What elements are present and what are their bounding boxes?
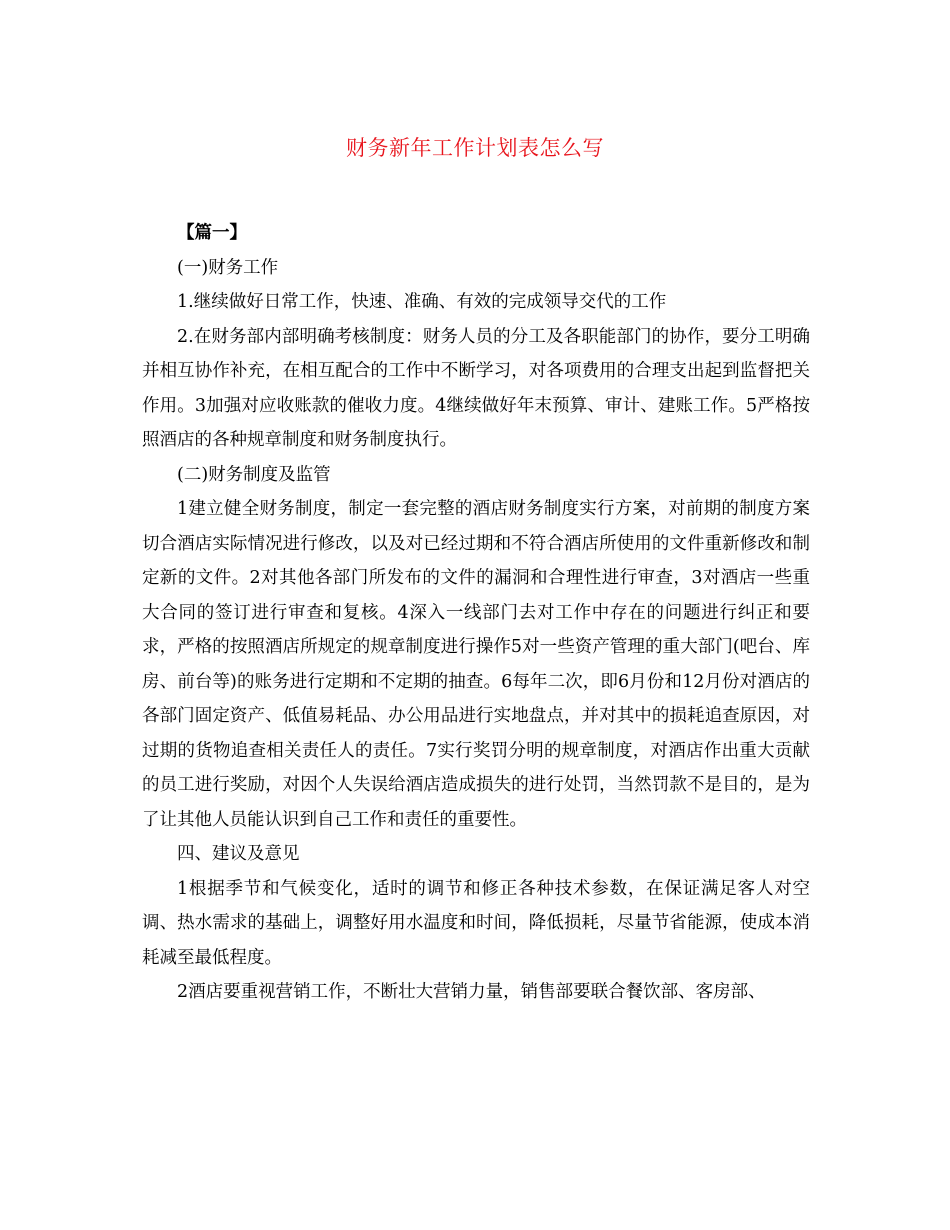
paragraph: 2.在财务部内部明确考核制度：财务人员的分工及各职能部门的协作，要分工明确并相互协作补充，在相互配合的工作中不断学习，对各项费用的合理支出起到监督把关作用。3加强对应收账款的催收力度。4继续做好年末预算、审计、建账工作。5严格按照酒店的各种规章制度和财务制度执行。 [142, 326, 810, 450]
section-heading-suggestions: 四、建议及意见 [177, 844, 300, 864]
paragraph: 1.继续做好日常工作，快速、准确、有效的完成领导交代的工作 [177, 292, 667, 312]
paragraph: 1根据季节和气候变化，适时的调节和修正各种技术参数，在保证满足客人对空调、热水需求的基础上，调整好用水温度和时间，降低损耗，尽量节省能源，使成本消耗减至最低程度。 [142, 878, 810, 968]
chapter-heading: 【篇一】 [177, 223, 247, 243]
document-body [142, 216, 810, 1010]
paragraph: 2酒店要重视营销工作，不断壮大营销力量，销售部要联合餐饮部、客房部、 [177, 982, 766, 1002]
section-heading-finance-system: (二)财务制度及监管 [177, 464, 331, 485]
section-heading-finance-work: (一)财务工作 [177, 257, 279, 278]
paragraph: 1建立健全财务制度，制定一套完整的酒店财务制度实行方案，对前期的制度方案切合酒店实际情况进行修改，以及对已经过期和不符合酒店所使用的文件重新修改和制定新的文件。2对其他各部门所发布的文件的漏洞和合理性进行审查，3对酒店一些重大合同的签订进行审查和复核。4深入一线部门去对工作中存在的问题进行纠正和要求，严格的按照酒店所规定的规章制度进行操作5对一些资产管理的重大部门(吧台、库房、前台等)的账务进行定期和不定期的抽查。6每年二次，即6月份和12月份对酒店的各部门固定资产、低值易耗品、办公用品进行实地盘点，并对其中的损耗追查原因，对过期的货物追查相关责任人的责任。7实行奖罚分明的规章制度，对酒店作出重大贡献的员工进行奖励，对因个人失误给酒店造成损失的进行处罚，当然罚款不是目的，是为了让其他人员能认识到自己工作和责任的重要性。 [142, 499, 810, 830]
document-title: 财务新年工作计划表怎么写 [346, 136, 604, 160]
